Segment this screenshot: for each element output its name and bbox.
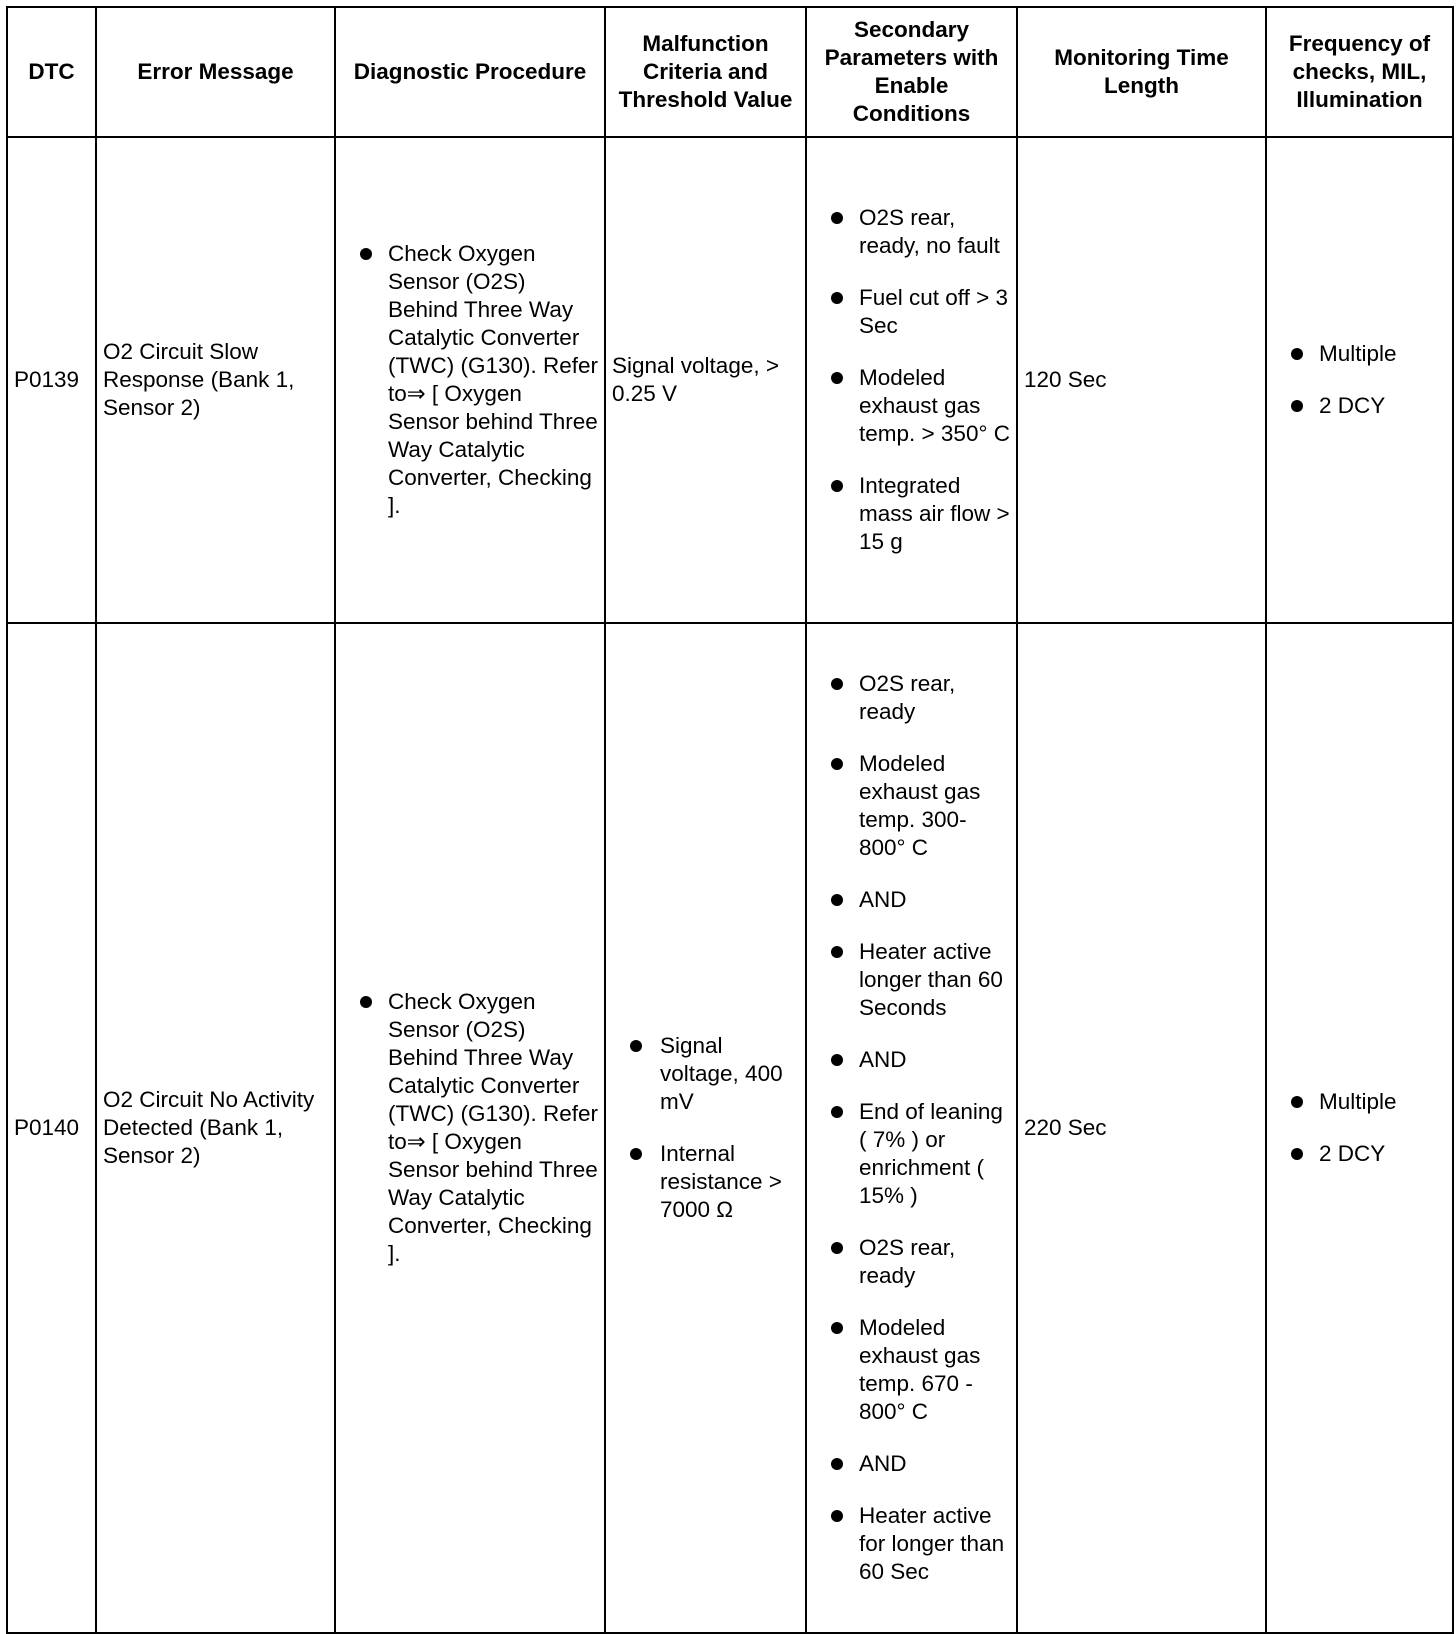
- dtc-code: P0140: [7, 623, 96, 1633]
- malfunction-item: Signal voltage, 400 mV: [612, 1032, 799, 1116]
- secondary-item: O2S rear, ready: [813, 670, 1010, 726]
- header-diagnostic-procedure: Diagnostic Procedure: [335, 7, 605, 137]
- diagnostic-procedure: [335, 623, 605, 1633]
- secondary-item: AND: [813, 1450, 1010, 1478]
- frequency: [1266, 623, 1453, 1633]
- monitoring-time: 120 Sec: [1017, 137, 1266, 623]
- secondary-item: End of leaning ( 7% ) or enrichment ( 15% ): [813, 1098, 1010, 1210]
- diagnostic-procedure: [335, 137, 605, 623]
- secondary-item: Modeled exhaust gas temp. > 350° C: [813, 364, 1010, 448]
- dtc-code: P0139: [7, 137, 96, 623]
- secondary-item: Modeled exhaust gas temp. 670 - 800° C: [813, 1314, 1010, 1426]
- header-frequency: Frequency of checks, MIL, Illumination: [1266, 7, 1453, 137]
- procedure-item: Check Oxygen Sensor (O2S) Behind Three Way Catalytic Converter (TWC) (G130). Refer to⇒ [ Oxygen Sensor behind Three Way Catalytic Converter, Checking ].: [342, 240, 598, 520]
- secondary-item: Fuel cut off > 3 Sec: [813, 284, 1010, 340]
- error-message: O2 Circuit No Activity Detected (Bank 1, Sensor 2): [96, 623, 335, 1633]
- table-row: [7, 623, 1453, 1633]
- header-malfunction-criteria: Malfunction Criteria and Threshold Value: [605, 7, 806, 137]
- secondary-parameters: [806, 623, 1017, 1633]
- secondary-item: O2S rear, ready, no fault: [813, 204, 1010, 260]
- frequency-item: Multiple: [1273, 1088, 1446, 1116]
- error-message: O2 Circuit Slow Response (Bank 1, Sensor 2): [96, 137, 335, 623]
- dtc-table: [6, 6, 1454, 1634]
- header-monitoring-time: Monitoring Time Length: [1017, 7, 1266, 137]
- frequency: [1266, 137, 1453, 623]
- header-secondary-parameters: Secondary Parameters with Enable Conditions: [806, 7, 1017, 137]
- header-error-message: Error Message: [96, 7, 335, 137]
- secondary-item: O2S rear, ready: [813, 1234, 1010, 1290]
- malfunction-item: Internal resistance > 7000 Ω: [612, 1140, 799, 1224]
- secondary-item: Integrated mass air flow > 15 g: [813, 472, 1010, 556]
- monitoring-time: 220 Sec: [1017, 623, 1266, 1633]
- frequency-item: 2 DCY: [1273, 1140, 1446, 1168]
- malfunction-criteria: [605, 623, 806, 1633]
- header-row: [7, 7, 1453, 137]
- malfunction-criteria: Signal voltage, > 0.25 V: [605, 137, 806, 623]
- secondary-item: Modeled exhaust gas temp. 300-800° C: [813, 750, 1010, 862]
- secondary-item: Heater active for longer than 60 Sec: [813, 1502, 1010, 1586]
- secondary-item: Heater active longer than 60 Seconds: [813, 938, 1010, 1022]
- secondary-item: AND: [813, 1046, 1010, 1074]
- header-dtc: DTC: [7, 7, 96, 137]
- table-row: [7, 137, 1453, 623]
- procedure-item: Check Oxygen Sensor (O2S) Behind Three Way Catalytic Converter (TWC) (G130). Refer to⇒ [ Oxygen Sensor behind Three Way Catalytic Converter, Checking ].: [342, 988, 598, 1268]
- frequency-item: 2 DCY: [1273, 392, 1446, 420]
- frequency-item: Multiple: [1273, 340, 1446, 368]
- secondary-item: AND: [813, 886, 1010, 914]
- secondary-parameters: [806, 137, 1017, 623]
